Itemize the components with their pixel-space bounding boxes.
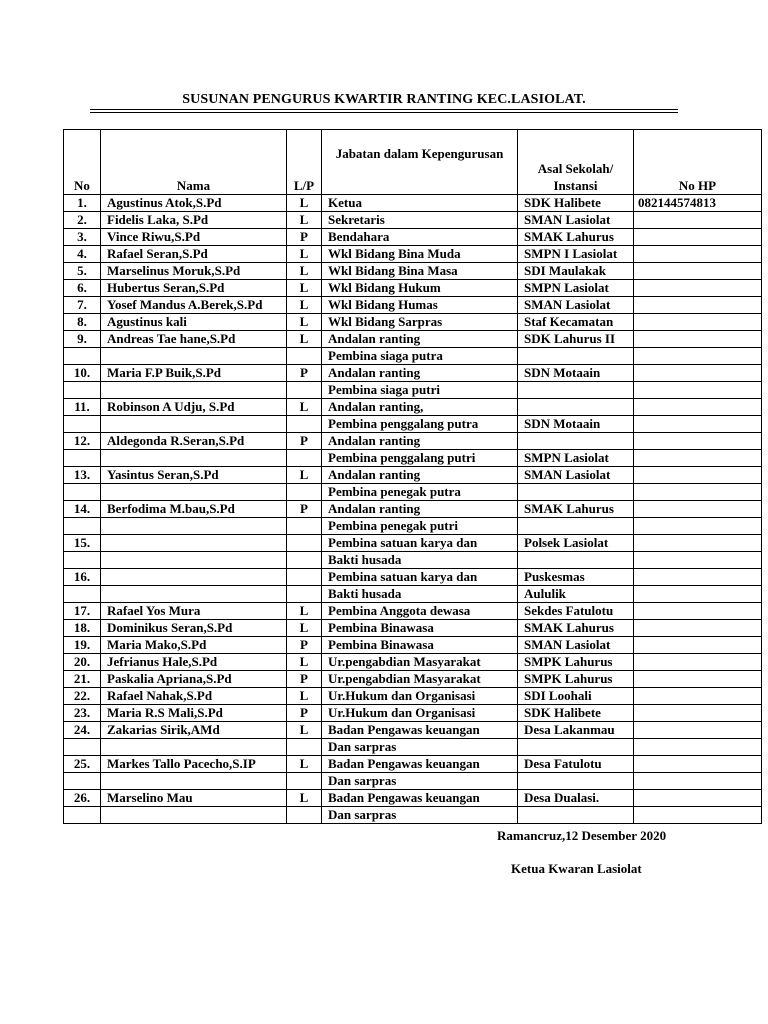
cell-no: [64, 348, 101, 365]
cell-hp: [634, 501, 762, 518]
table-row: [64, 297, 762, 314]
cell-jabatan: Ur.pengabdian Masyarakat: [322, 671, 518, 688]
cell-asal: SDK Lahurus II: [518, 331, 634, 348]
cell-hp: [634, 807, 762, 824]
cell-asal: Sekdes Fatulotu: [518, 603, 634, 620]
cell-nama: Maria Mako,S.Pd: [101, 637, 287, 654]
cell-no: 3.: [64, 229, 101, 246]
cell-jabatan: Pembina satuan karya dan: [322, 535, 518, 552]
cell-jabatan: Ur.Hukum dan Organisasi: [322, 688, 518, 705]
table-row: [64, 212, 762, 229]
cell-hp: [634, 722, 762, 739]
cell-no: 26.: [64, 790, 101, 807]
cell-hp: [634, 739, 762, 756]
cell-nama: Aldegonda R.Seran,S.Pd: [101, 433, 287, 450]
header-asal-line2: Instansi: [553, 178, 598, 193]
cell-nama: [101, 535, 287, 552]
header-hp: No HP: [634, 130, 762, 195]
cell-lp: P: [287, 229, 322, 246]
cell-hp: [634, 484, 762, 501]
cell-no: 17.: [64, 603, 101, 620]
cell-nama: [101, 569, 287, 586]
cell-asal: [518, 518, 634, 535]
cell-hp: [634, 688, 762, 705]
cell-jabatan: Wkl Bidang Bina Masa: [322, 263, 518, 280]
cell-jabatan: Bakti husada: [322, 552, 518, 569]
cell-hp: [634, 450, 762, 467]
cell-asal: Polsek Lasiolat: [518, 535, 634, 552]
cell-jabatan: Sekretaris: [322, 212, 518, 229]
cell-lp: [287, 416, 322, 433]
cell-asal: SMAN Lasiolat: [518, 467, 634, 484]
cell-nama: Maria R.S Mali,S.Pd: [101, 705, 287, 722]
cell-asal: SMAK Lahurus: [518, 501, 634, 518]
cell-asal: [518, 552, 634, 569]
cell-lp: L: [287, 399, 322, 416]
cell-no: 7.: [64, 297, 101, 314]
cell-hp: [634, 535, 762, 552]
cell-nama: [101, 807, 287, 824]
table-row: [64, 586, 762, 603]
cell-asal: [518, 484, 634, 501]
cell-no: 13.: [64, 467, 101, 484]
cell-no: 2.: [64, 212, 101, 229]
cell-nama: Robinson A Udju, S.Pd: [101, 399, 287, 416]
cell-jabatan: Andalan ranting: [322, 467, 518, 484]
table-row: [64, 195, 762, 212]
cell-hp: [634, 229, 762, 246]
cell-hp: [634, 467, 762, 484]
cell-nama: [101, 382, 287, 399]
cell-hp: [634, 671, 762, 688]
cell-no: 10.: [64, 365, 101, 382]
table-row: [64, 382, 762, 399]
cell-asal: Aululik: [518, 586, 634, 603]
table-row: [64, 654, 762, 671]
table-row: [64, 450, 762, 467]
cell-nama: Yasintus Seran,S.Pd: [101, 467, 287, 484]
cell-no: [64, 382, 101, 399]
cell-jabatan: Dan sarpras: [322, 773, 518, 790]
cell-hp: [634, 297, 762, 314]
cell-jabatan: Badan Pengawas keuangan: [322, 790, 518, 807]
cell-hp: [634, 756, 762, 773]
cell-hp: [634, 365, 762, 382]
cell-asal: [518, 739, 634, 756]
cell-hp: [634, 212, 762, 229]
cell-nama: Paskalia Apriana,S.Pd: [101, 671, 287, 688]
cell-jabatan: Ketua: [322, 195, 518, 212]
title-underline-double: [90, 112, 678, 113]
table-body: [64, 130, 762, 824]
cell-no: [64, 450, 101, 467]
cell-no: [64, 416, 101, 433]
table-row: [64, 467, 762, 484]
cell-no: 21.: [64, 671, 101, 688]
cell-jabatan: Bakti husada: [322, 586, 518, 603]
cell-jabatan: Pembina Binawasa: [322, 637, 518, 654]
cell-lp: L: [287, 212, 322, 229]
cell-jabatan: Pembina satuan karya dan: [322, 569, 518, 586]
cell-no: 16.: [64, 569, 101, 586]
cell-nama: [101, 518, 287, 535]
cell-hp: [634, 637, 762, 654]
cell-asal: [518, 348, 634, 365]
cell-no: [64, 739, 101, 756]
cell-no: [64, 552, 101, 569]
cell-jabatan: Pembina penggalang putri: [322, 450, 518, 467]
cell-nama: [101, 552, 287, 569]
cell-hp: [634, 586, 762, 603]
cell-lp: L: [287, 195, 322, 212]
cell-lp: L: [287, 467, 322, 484]
cell-jabatan: Andalan ranting,: [322, 399, 518, 416]
cell-lp: [287, 807, 322, 824]
cell-lp: [287, 552, 322, 569]
cell-nama: Marselino Mau: [101, 790, 287, 807]
table-row: [64, 637, 762, 654]
cell-nama: [101, 484, 287, 501]
cell-no: 9.: [64, 331, 101, 348]
cell-jabatan: Badan Pengawas keuangan: [322, 722, 518, 739]
cell-lp: P: [287, 637, 322, 654]
header-asal: [518, 130, 634, 195]
cell-asal: Desa Fatulotu: [518, 756, 634, 773]
cell-lp: [287, 586, 322, 603]
cell-no: 6.: [64, 280, 101, 297]
cell-nama: [101, 348, 287, 365]
cell-no: 24.: [64, 722, 101, 739]
table-row: [64, 484, 762, 501]
table-row: [64, 501, 762, 518]
cell-nama: Hubertus Seran,S.Pd: [101, 280, 287, 297]
cell-jabatan: Andalan ranting: [322, 501, 518, 518]
cell-jabatan: Pembina siaga putra: [322, 348, 518, 365]
cell-nama: [101, 450, 287, 467]
table-row: [64, 569, 762, 586]
cell-jabatan: Wkl Bidang Humas: [322, 297, 518, 314]
cell-hp: [634, 654, 762, 671]
cell-asal: Puskesmas: [518, 569, 634, 586]
cell-hp: [634, 246, 762, 263]
cell-no: 20.: [64, 654, 101, 671]
cell-nama: Zakarias Sirik,AMd: [101, 722, 287, 739]
table-row: [64, 807, 762, 824]
cell-asal: [518, 382, 634, 399]
table-row: [64, 365, 762, 382]
cell-nama: [101, 416, 287, 433]
cell-asal: SDK Halibete: [518, 195, 634, 212]
cell-hp: [634, 280, 762, 297]
cell-no: 18.: [64, 620, 101, 637]
cell-nama: [101, 739, 287, 756]
cell-no: 5.: [64, 263, 101, 280]
cell-jabatan: Andalan ranting: [322, 365, 518, 382]
cell-asal: SMPN Lasiolat: [518, 280, 634, 297]
cell-nama: Agustinus Atok,S.Pd: [101, 195, 287, 212]
cell-jabatan: Pembina Anggota dewasa: [322, 603, 518, 620]
cell-jabatan: Pembina penegak putri: [322, 518, 518, 535]
cell-asal: SMPN Lasiolat: [518, 450, 634, 467]
table-row: [64, 229, 762, 246]
cell-asal: SDI Maulakak: [518, 263, 634, 280]
cell-lp: L: [287, 246, 322, 263]
cell-nama: Dominikus Seran,S.Pd: [101, 620, 287, 637]
cell-jabatan: Pembina Binawasa: [322, 620, 518, 637]
cell-asal: SMPK Lahurus: [518, 654, 634, 671]
cell-asal: SMAK Lahurus: [518, 620, 634, 637]
cell-lp: [287, 382, 322, 399]
cell-no: [64, 773, 101, 790]
cell-no: [64, 518, 101, 535]
table-row: [64, 790, 762, 807]
cell-lp: L: [287, 314, 322, 331]
cell-jabatan: Wkl Bidang Bina Muda: [322, 246, 518, 263]
document-title: SUSUNAN PENGURUS KWARTIR RANTING KEC.LASIOLAT.: [182, 92, 586, 107]
cell-asal: [518, 807, 634, 824]
cell-lp: P: [287, 433, 322, 450]
cell-nama: Yosef Mandus A.Berek,S.Pd: [101, 297, 287, 314]
cell-lp: P: [287, 671, 322, 688]
table-row: [64, 705, 762, 722]
cell-asal: SDI Loohali: [518, 688, 634, 705]
cell-no: 19.: [64, 637, 101, 654]
cell-hp: [634, 518, 762, 535]
cell-no: 4.: [64, 246, 101, 263]
table-row: [64, 722, 762, 739]
cell-asal: SDK Halibete: [518, 705, 634, 722]
cell-lp: [287, 450, 322, 467]
cell-hp: [634, 399, 762, 416]
cell-asal: SMAN Lasiolat: [518, 212, 634, 229]
cell-no: 1.: [64, 195, 101, 212]
cell-asal: SDN Motaain: [518, 365, 634, 382]
cell-asal: [518, 773, 634, 790]
cell-nama: Berfodima M.bau,S.Pd: [101, 501, 287, 518]
cell-no: 15.: [64, 535, 101, 552]
cell-hp: [634, 382, 762, 399]
cell-jabatan: Andalan ranting: [322, 331, 518, 348]
table-header-row: [64, 130, 762, 195]
cell-lp: L: [287, 688, 322, 705]
cell-no: [64, 807, 101, 824]
cell-nama: Markes Tallo Pacecho,S.IP: [101, 756, 287, 773]
cell-lp: [287, 773, 322, 790]
cell-jabatan: Ur.pengabdian Masyarakat: [322, 654, 518, 671]
cell-no: [64, 484, 101, 501]
cell-hp: [634, 263, 762, 280]
cell-hp: [634, 790, 762, 807]
cell-hp: [634, 314, 762, 331]
cell-asal: Desa Lakanmau: [518, 722, 634, 739]
cell-jabatan: Badan Pengawas keuangan: [322, 756, 518, 773]
cell-asal: [518, 399, 634, 416]
header-asal-line1: Asal Sekolah/: [537, 161, 614, 176]
table-row: [64, 263, 762, 280]
cell-nama: Agustinus kali: [101, 314, 287, 331]
header-nama: Nama: [101, 130, 287, 195]
cell-nama: Rafael Nahak,S.Pd: [101, 688, 287, 705]
cell-jabatan: Pembina siaga putri: [322, 382, 518, 399]
cell-asal: SMAN Lasiolat: [518, 637, 634, 654]
cell-nama: Jefrianus Hale,S.Pd: [101, 654, 287, 671]
cell-jabatan: Dan sarpras: [322, 807, 518, 824]
cell-no: 8.: [64, 314, 101, 331]
cell-lp: L: [287, 603, 322, 620]
cell-no: 11.: [64, 399, 101, 416]
cell-lp: [287, 739, 322, 756]
cell-nama: Fidelis Laka, S.Pd: [101, 212, 287, 229]
cell-asal: SMAK Lahurus: [518, 229, 634, 246]
cell-asal: SDN Motaain: [518, 416, 634, 433]
signature-role: Ketua Kwaran Lasiolat: [511, 861, 642, 876]
cell-nama: Andreas Tae hane,S.Pd: [101, 331, 287, 348]
cell-no: 12.: [64, 433, 101, 450]
cell-lp: L: [287, 297, 322, 314]
cell-lp: L: [287, 263, 322, 280]
cell-lp: [287, 535, 322, 552]
cell-jabatan: Pembina penegak putra: [322, 484, 518, 501]
header-jabatan: Jabatan dalam Kepengurusan: [322, 130, 518, 195]
cell-asal: Staf Kecamatan: [518, 314, 634, 331]
cell-hp: [634, 773, 762, 790]
cell-lp: L: [287, 790, 322, 807]
table-row: [64, 399, 762, 416]
cell-hp: [634, 552, 762, 569]
cell-nama: [101, 586, 287, 603]
cell-jabatan: Wkl Bidang Sarpras: [322, 314, 518, 331]
table-row: [64, 314, 762, 331]
cell-jabatan: Ur.Hukum dan Organisasi: [322, 705, 518, 722]
cell-lp: P: [287, 501, 322, 518]
cell-jabatan: Dan sarpras: [322, 739, 518, 756]
table-row: [64, 348, 762, 365]
table-row: [64, 739, 762, 756]
table-row: [64, 671, 762, 688]
cell-nama: Marselinus Moruk,S.Pd: [101, 263, 287, 280]
cell-asal: SMPN I Lasiolat: [518, 246, 634, 263]
cell-asal: Desa Dualasi.: [518, 790, 634, 807]
cell-lp: [287, 569, 322, 586]
table-row: [64, 552, 762, 569]
cell-no: 25.: [64, 756, 101, 773]
cell-lp: L: [287, 280, 322, 297]
cell-lp: [287, 518, 322, 535]
cell-lp: P: [287, 365, 322, 382]
cell-hp: [634, 433, 762, 450]
cell-nama: Rafael Yos Mura: [101, 603, 287, 620]
cell-hp: [634, 348, 762, 365]
signature-place-date: Ramancruz,12 Desember 2020: [497, 828, 667, 843]
cell-hp: [634, 331, 762, 348]
cell-asal: SMPK Lahurus: [518, 671, 634, 688]
cell-nama: [101, 773, 287, 790]
table-row: [64, 416, 762, 433]
cell-jabatan: Wkl Bidang Hukum: [322, 280, 518, 297]
cell-nama: Vince Riwu,S.Pd: [101, 229, 287, 246]
table-row: [64, 603, 762, 620]
header-lp: L/P: [287, 130, 322, 195]
cell-hp: [634, 603, 762, 620]
cell-hp: [634, 416, 762, 433]
cell-lp: P: [287, 705, 322, 722]
table-row: [64, 280, 762, 297]
cell-jabatan: Andalan ranting: [322, 433, 518, 450]
cell-lp: L: [287, 722, 322, 739]
cell-nama: Rafael Seran,S.Pd: [101, 246, 287, 263]
cell-lp: L: [287, 756, 322, 773]
cell-lp: [287, 484, 322, 501]
pengurus-table: [63, 129, 762, 824]
header-no: No: [64, 130, 101, 195]
cell-jabatan: Pembina penggalang putra: [322, 416, 518, 433]
title-underline: [90, 109, 678, 110]
cell-lp: L: [287, 654, 322, 671]
cell-lp: [287, 348, 322, 365]
cell-hp: [634, 620, 762, 637]
table-row: [64, 688, 762, 705]
cell-no: 23.: [64, 705, 101, 722]
cell-no: 22.: [64, 688, 101, 705]
cell-no: [64, 586, 101, 603]
cell-jabatan: Bendahara: [322, 229, 518, 246]
cell-lp: L: [287, 620, 322, 637]
table-row: [64, 756, 762, 773]
table-row: [64, 433, 762, 450]
table-row: [64, 773, 762, 790]
cell-asal: SMAN Lasiolat: [518, 297, 634, 314]
cell-hp: 082144574813: [634, 195, 762, 212]
cell-hp: [634, 705, 762, 722]
table-row: [64, 518, 762, 535]
table-row: [64, 535, 762, 552]
cell-no: 14.: [64, 501, 101, 518]
table-row: [64, 331, 762, 348]
cell-hp: [634, 569, 762, 586]
cell-lp: L: [287, 331, 322, 348]
table-row: [64, 246, 762, 263]
cell-nama: Maria F.P Buik,S.Pd: [101, 365, 287, 382]
table-row: [64, 620, 762, 637]
cell-asal: [518, 433, 634, 450]
